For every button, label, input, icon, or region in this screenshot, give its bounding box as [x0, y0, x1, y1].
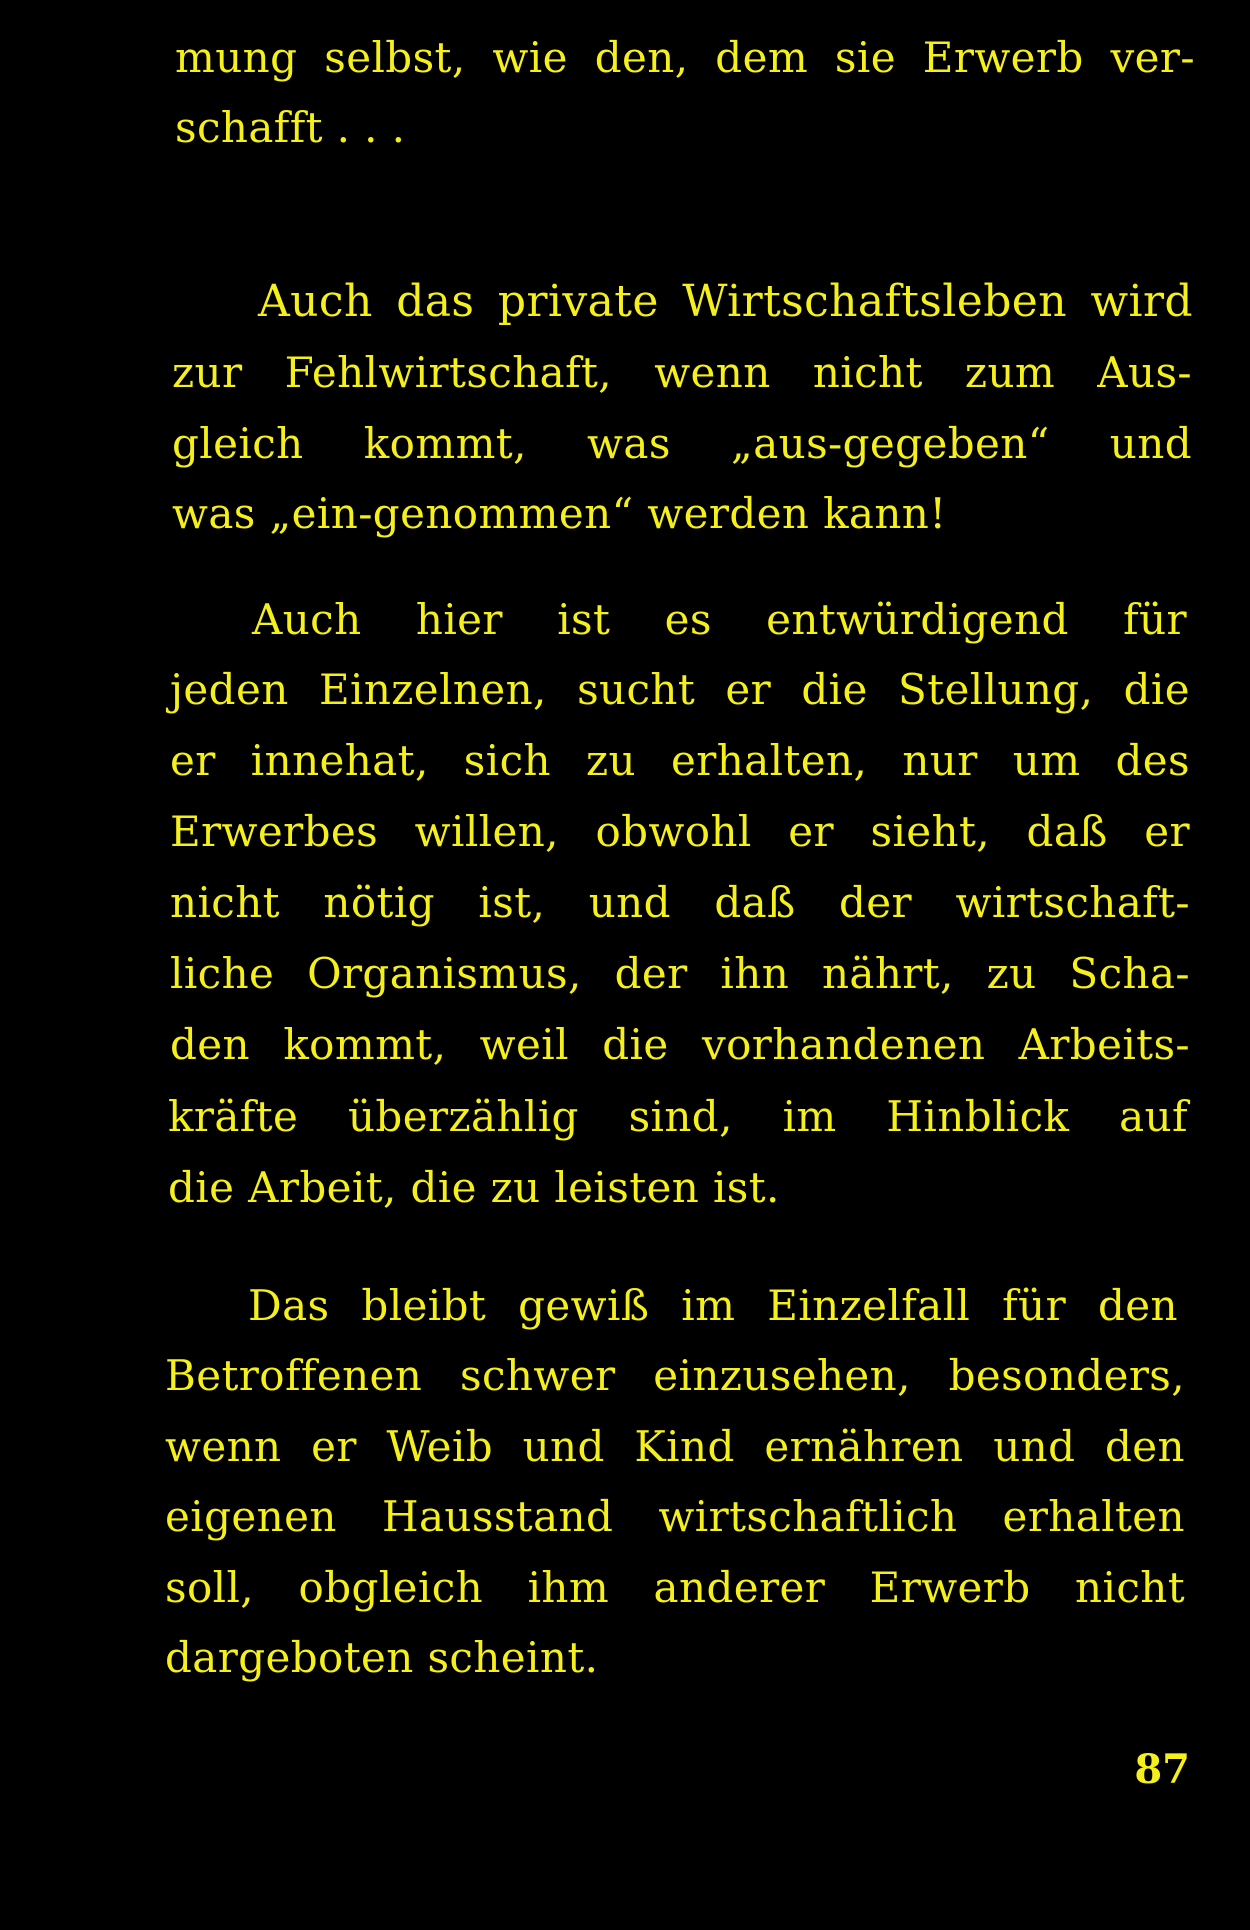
text-line: liche Organismus, der ihn nährt, zu Scha-	[170, 949, 1190, 998]
text-line: jeden Einzelnen, sucht er die Stellung, die	[170, 665, 1190, 714]
text-line: soll, obgleich ihm anderer Erwerb nicht	[165, 1563, 1185, 1612]
text-line: wenn er Weib und Kind ernähren und den	[165, 1422, 1185, 1471]
paragraph-start-line: Auch das private Wirtschaftsleben wird	[258, 276, 1193, 327]
text-line: Erwerbes willen, obwohl er sieht, daß er	[170, 807, 1190, 856]
text-line: kräfte überzählig sind, im Hinblick auf	[168, 1092, 1188, 1141]
text-line: was „ein-genommen“ werden kann!	[172, 489, 947, 538]
text-line: gleich kommt, was „aus-gegeben“ und	[172, 419, 1192, 468]
paragraph-start-line: Auch hier ist es entwürdigend für	[252, 595, 1187, 644]
text-line: Betroffenen schwer einzusehen, besonders,	[165, 1351, 1185, 1400]
text-line: die Arbeit, die zu leisten ist.	[168, 1163, 780, 1212]
text-line: er innehat, sich zu erhalten, nur um des	[170, 736, 1190, 785]
text-line: den kommt, weil die vorhandenen Arbeits-	[170, 1020, 1190, 1069]
text-line: mung selbst, wie den, dem sie Erwerb ver-	[175, 33, 1195, 82]
paragraph-start-line: Das bleibt gewiß im Einzelfall für den	[248, 1281, 1178, 1330]
text-line: nicht nötig ist, und daß der wirtschaft-	[170, 878, 1190, 927]
text-line: eigenen Hausstand wirtschaftlich erhalten	[165, 1492, 1185, 1541]
text-line: schafft . . .	[175, 103, 406, 152]
text-line: dargeboten scheint.	[165, 1633, 599, 1682]
page-number: 87	[1134, 1746, 1190, 1793]
text-line: zur Fehlwirtschaft, wenn nicht zum Aus-	[172, 348, 1192, 397]
